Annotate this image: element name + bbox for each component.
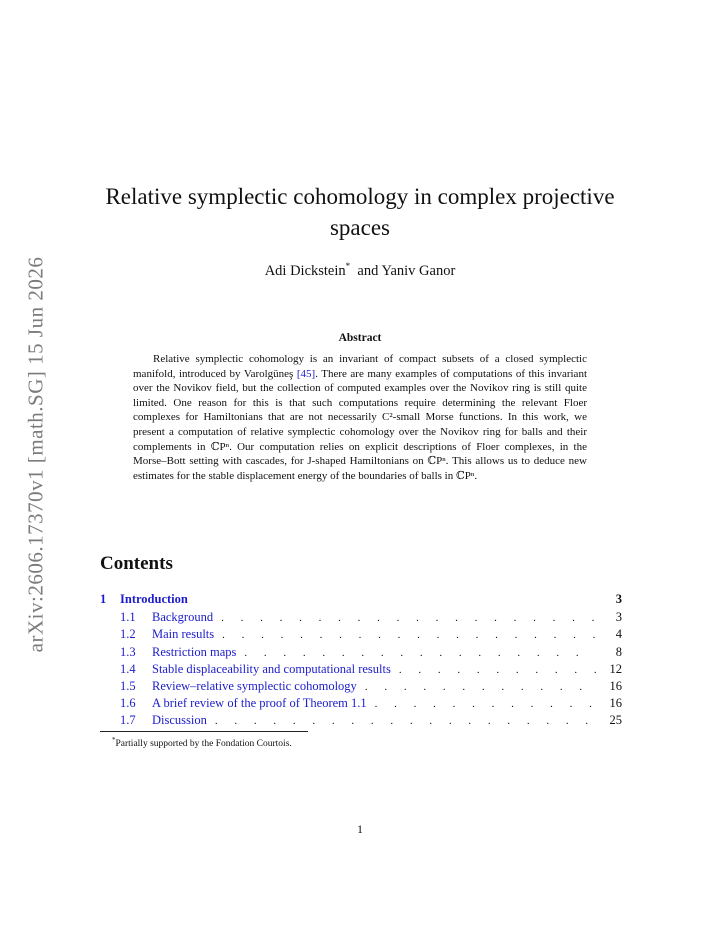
toc-entry-page: 3	[615, 610, 622, 625]
toc-entry-page: 12	[609, 661, 622, 676]
toc-entry-page: 3	[615, 592, 622, 606]
toc-entry-introduction[interactable]	[100, 592, 622, 609]
toc-entry-page: 25	[609, 713, 622, 728]
toc-entry-number: 1.5	[120, 678, 136, 693]
author-first: Adi Dickstein	[264, 262, 346, 279]
contents-heading: Contents	[100, 553, 173, 574]
toc-entry-page: 16	[609, 678, 622, 693]
footnote	[112, 736, 292, 749]
toc-entry-title[interactable]: Restriction maps	[152, 644, 237, 659]
table-of-contents	[100, 592, 622, 731]
abstract-text-part1: Relative symplectic cohomology is an invariant of compact subsets of a closed symplectic manifold, introduced by Varolgüneş	[133, 353, 587, 380]
toc-leader-dots	[215, 715, 596, 727]
toc-entry-page: 4	[615, 627, 622, 642]
toc-leader-dots	[365, 681, 596, 693]
toc-leader-dots	[221, 612, 596, 624]
toc-entry-main-results[interactable]	[100, 627, 622, 644]
toc-leader-dots	[399, 664, 596, 676]
toc-leader-dots	[375, 698, 596, 710]
toc-entry-title[interactable]: Main results	[152, 627, 215, 642]
footnote-mark: *	[112, 736, 116, 744]
toc-entry-stable-displaceability[interactable]	[100, 662, 622, 679]
toc-entry-discussion[interactable]	[100, 713, 622, 730]
toc-entry-number: 1.3	[120, 644, 136, 659]
toc-entry-number: 1.1	[120, 610, 136, 625]
toc-leader-dots	[222, 629, 596, 641]
abstract-text-part2: . There are many examples of computations of this invariant over the Novikov field, but the collection of computed examples over the Novikov ring is still quite limited. One reason for this is that such computations require determining the relevant Floer complexes for Hamiltonians that are not necessarily C²-small Morse functions. In this work, we present a computation of relative symplectic cohomology over the Novikov ring for balls and their complements in ℂPⁿ. Our computation relies on explicit descriptions of Floer complexes, in the Morse–Bott setting with cascades, for J-shaped Hamiltonians on ℂPⁿ. This allows us to deduce new estimates for the stable displacement energy of the boundaries of balls in ℂPⁿ.	[133, 367, 587, 482]
toc-entry-title[interactable]: Discussion	[152, 713, 207, 728]
toc-entry-background[interactable]	[100, 610, 622, 627]
toc-entry-page: 8	[615, 644, 622, 659]
page-number: 1	[357, 822, 363, 836]
toc-entry-title[interactable]: Stable displaceability and computational results	[152, 661, 391, 676]
footnote-divider	[100, 731, 308, 732]
author-connector: and	[357, 262, 379, 279]
author-line	[100, 261, 620, 280]
footnote-text: Partially supported by the Fondation Courtois.	[115, 739, 292, 750]
toc-entry-title[interactable]: Introduction	[120, 592, 188, 606]
toc-entry-number: 1.4	[120, 661, 136, 676]
toc-entry-number: 1.6	[120, 696, 136, 711]
author-second: Yaniv Ganor	[381, 262, 456, 279]
paper-title: Relative symplectic cohomology in complex projective spaces	[105, 184, 615, 240]
abstract-heading: Abstract	[338, 332, 382, 344]
arxiv-stamp-text: arXiv:2606.17370v1 [math.SG] 15 Jun 2026	[23, 256, 48, 652]
abstract-body	[133, 352, 587, 483]
toc-leader-dots	[244, 647, 596, 659]
toc-entry-number: 1.7	[120, 713, 136, 728]
toc-entry-number: 1	[100, 592, 107, 606]
toc-entry-title[interactable]: A brief review of the proof of Theorem 1.1	[152, 696, 367, 711]
toc-entry-number: 1.2	[120, 627, 136, 642]
toc-entry-review-relative-sh[interactable]	[100, 679, 622, 696]
toc-entry-title[interactable]: Background	[152, 610, 214, 625]
toc-entry-proof-review[interactable]	[100, 696, 622, 713]
citation-link[interactable]: [45]	[296, 367, 316, 380]
toc-entry-restriction-maps[interactable]	[100, 645, 622, 662]
arxiv-identifier-stamp	[20, 246, 52, 662]
author-footnote-mark: *	[345, 261, 351, 271]
toc-entry-page: 16	[609, 696, 622, 711]
toc-entry-title[interactable]: Review–relative symplectic cohomology	[152, 678, 357, 693]
